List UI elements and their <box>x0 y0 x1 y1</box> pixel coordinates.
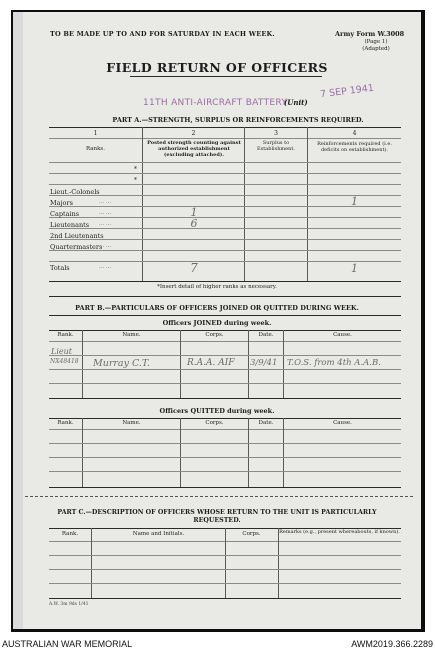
quitted-row-rule <box>49 471 401 472</box>
posted-value: 6 <box>190 217 198 230</box>
rank-label: Captains <box>50 210 80 218</box>
part-c-col-corps: Corps. <box>242 531 261 537</box>
joined-col-divider <box>283 330 284 398</box>
col-number-1: 1 <box>93 130 98 137</box>
joined-date: 3/9/41 <box>250 358 278 368</box>
footer-accession-number: AWM2019.366.2289 <box>351 639 433 649</box>
quitted-col-divider <box>283 418 284 487</box>
joined-col-divider <box>180 330 181 398</box>
quitted-header-rule <box>49 429 401 430</box>
rank-label: Lieut.-Colonels <box>50 188 100 196</box>
joined-row-rule <box>49 383 401 384</box>
rank-leader-dots: ... ... <box>99 210 112 216</box>
page-title: FIELD RETURN OF OFFICERS <box>106 60 328 75</box>
date-stamp: 7 SEP 1941 <box>319 82 375 101</box>
total-reinforcements: 1 <box>351 262 358 275</box>
rank-label: Quartermasters <box>50 243 103 251</box>
quitted-col-name: Name. <box>122 420 141 426</box>
rank-leader-dots: ... ... <box>99 243 112 249</box>
rank-leader-dots: ... ... <box>99 221 112 227</box>
joined-row-rule <box>49 355 401 356</box>
joined-col-name: Name. <box>122 332 141 338</box>
joined-col-cause: Cause. <box>333 332 352 338</box>
ranks-header: Ranks. <box>86 146 105 152</box>
rank-label: Majors <box>50 199 73 207</box>
quitted-row-rule <box>49 443 401 444</box>
part-a-rule-bottom <box>49 281 401 282</box>
quitted-col-divider <box>248 418 249 487</box>
joined-rule-bottom <box>49 398 401 399</box>
rank-label: Lieutenants <box>50 221 90 229</box>
joined-col-divider <box>248 330 249 398</box>
unit-name: 11TH ANTI-AIRCRAFT BATTERY <box>143 98 288 108</box>
part-c-heading-line1: PART C.—DESCRIPTION OF OFFICERS WHOSE RETURN TO THE UNIT IS PARTICULARLY <box>57 509 377 516</box>
surplus-header: Surplus to Establishment. <box>257 140 295 152</box>
total-posted: 7 <box>190 261 198 275</box>
adapted-note: (Adapted) <box>362 46 390 52</box>
quitted-col-date: Date. <box>258 420 274 426</box>
title-underline <box>130 76 322 77</box>
quitted-title: Officers QUITTED during week. <box>159 407 275 415</box>
part-b-rule-heading <box>49 315 401 316</box>
joined-header-rule <box>49 341 401 342</box>
page-number: (Page 1) <box>364 39 388 45</box>
joined-rank: Lieut <box>51 347 72 356</box>
tear-line <box>25 496 413 497</box>
part-a-footnote: *Insert detail of higher ranks as necessary. <box>157 284 277 290</box>
quitted-col-corps: Corps. <box>205 420 224 426</box>
quitted-col-divider <box>82 418 83 487</box>
part-a-col-divider-1 <box>142 127 143 282</box>
unit-label: (Unit) <box>284 98 308 107</box>
part-c-rule-bottom <box>49 598 401 599</box>
joined-rule-top <box>49 330 401 331</box>
part-a-row-rule-1 <box>49 173 401 174</box>
col-number-4: 4 <box>352 130 357 137</box>
col-number-2: 2 <box>191 130 196 137</box>
joined-col-corps: Corps. <box>205 332 224 338</box>
part-a-col-divider-3 <box>307 127 308 282</box>
quitted-col-cause: Cause. <box>333 420 352 426</box>
joined-row-rule <box>49 369 401 370</box>
joined-cause: T.O.S. from 4th A.A.B. <box>287 358 381 368</box>
totals-leader-dots: ... ... <box>99 264 112 270</box>
joined-title: Officers JOINED during week. <box>162 319 272 327</box>
joined-col-date: Date. <box>258 332 274 338</box>
col-number-3: 3 <box>274 130 278 137</box>
asterisk-mark: * <box>134 177 137 184</box>
form-number: Army Form W.3008 <box>335 30 405 38</box>
joined-corps: R.A.A. AIF <box>187 358 235 368</box>
part-c-col-divider <box>91 528 92 598</box>
quitted-rule-top <box>49 418 401 419</box>
part-a-row-rule-2 <box>49 184 401 185</box>
field-return-form <box>13 12 421 629</box>
part-c-col-divider <box>225 528 226 598</box>
part-a-heading: PART A.—STRENGTH, SURPLUS OR REINFORCEMENTS REQUIRED. <box>112 116 364 124</box>
reinforcement-value: 1 <box>351 195 358 208</box>
quitted-rule-bottom <box>49 487 401 488</box>
form-instruction: TO BE MADE UP TO AND FOR SATURDAY IN EACH WEEK. <box>50 30 275 38</box>
quitted-col-rank: Rank. <box>57 420 74 426</box>
joined-col-divider <box>82 330 83 398</box>
footer-institution: AUSTRALIAN WAR MEMORIAL <box>2 639 133 649</box>
part-c-row-rule <box>49 569 401 570</box>
archive-footer <box>0 633 436 653</box>
joined-name: Murray C.T. <box>93 358 150 369</box>
quitted-col-divider <box>180 418 181 487</box>
part-c-row-rule <box>49 583 401 584</box>
part-c-col-name: Name and Initials. <box>132 531 185 537</box>
quitted-row-rule <box>49 457 401 458</box>
part-c-row-rule <box>49 555 401 556</box>
part-b-rule-top <box>49 296 401 297</box>
part-b-heading: PART B.—PARTICULARS OF OFFICERS JOINED OR QUITTED DURING WEEK. <box>75 304 359 312</box>
part-a-row-rule-0 <box>49 162 401 163</box>
part-c-heading-line2: REQUESTED. <box>193 517 241 524</box>
part-c-col-rank: Rank. <box>61 531 79 537</box>
totals-label: Totals <box>50 264 70 272</box>
rank-leader-dots: ... ... <box>99 199 112 205</box>
posted-strength-header: Posted strength counting against authorized establishment (excluding attached). <box>147 140 241 158</box>
col-number-rule <box>49 138 401 139</box>
part-c-col-divider <box>278 528 279 598</box>
asterisk-mark: * <box>134 166 137 173</box>
part-a-rule-top <box>49 127 401 128</box>
reinforcements-header: Reinforcements required (i.e. deficits on establishment). <box>317 141 392 153</box>
part-a-col-divider-2 <box>244 127 245 282</box>
posted-value: 1 <box>190 206 198 219</box>
joined-number: NX48418 <box>50 358 79 365</box>
rank-label: 2nd Lieutenants <box>50 232 104 240</box>
print-code: A.W. 3m 9ds 1/41 <box>49 602 89 607</box>
part-c-col-remarks: Remarks (e.g., present whereabouts, if known). <box>279 529 400 535</box>
joined-col-rank: Rank. <box>57 332 74 338</box>
